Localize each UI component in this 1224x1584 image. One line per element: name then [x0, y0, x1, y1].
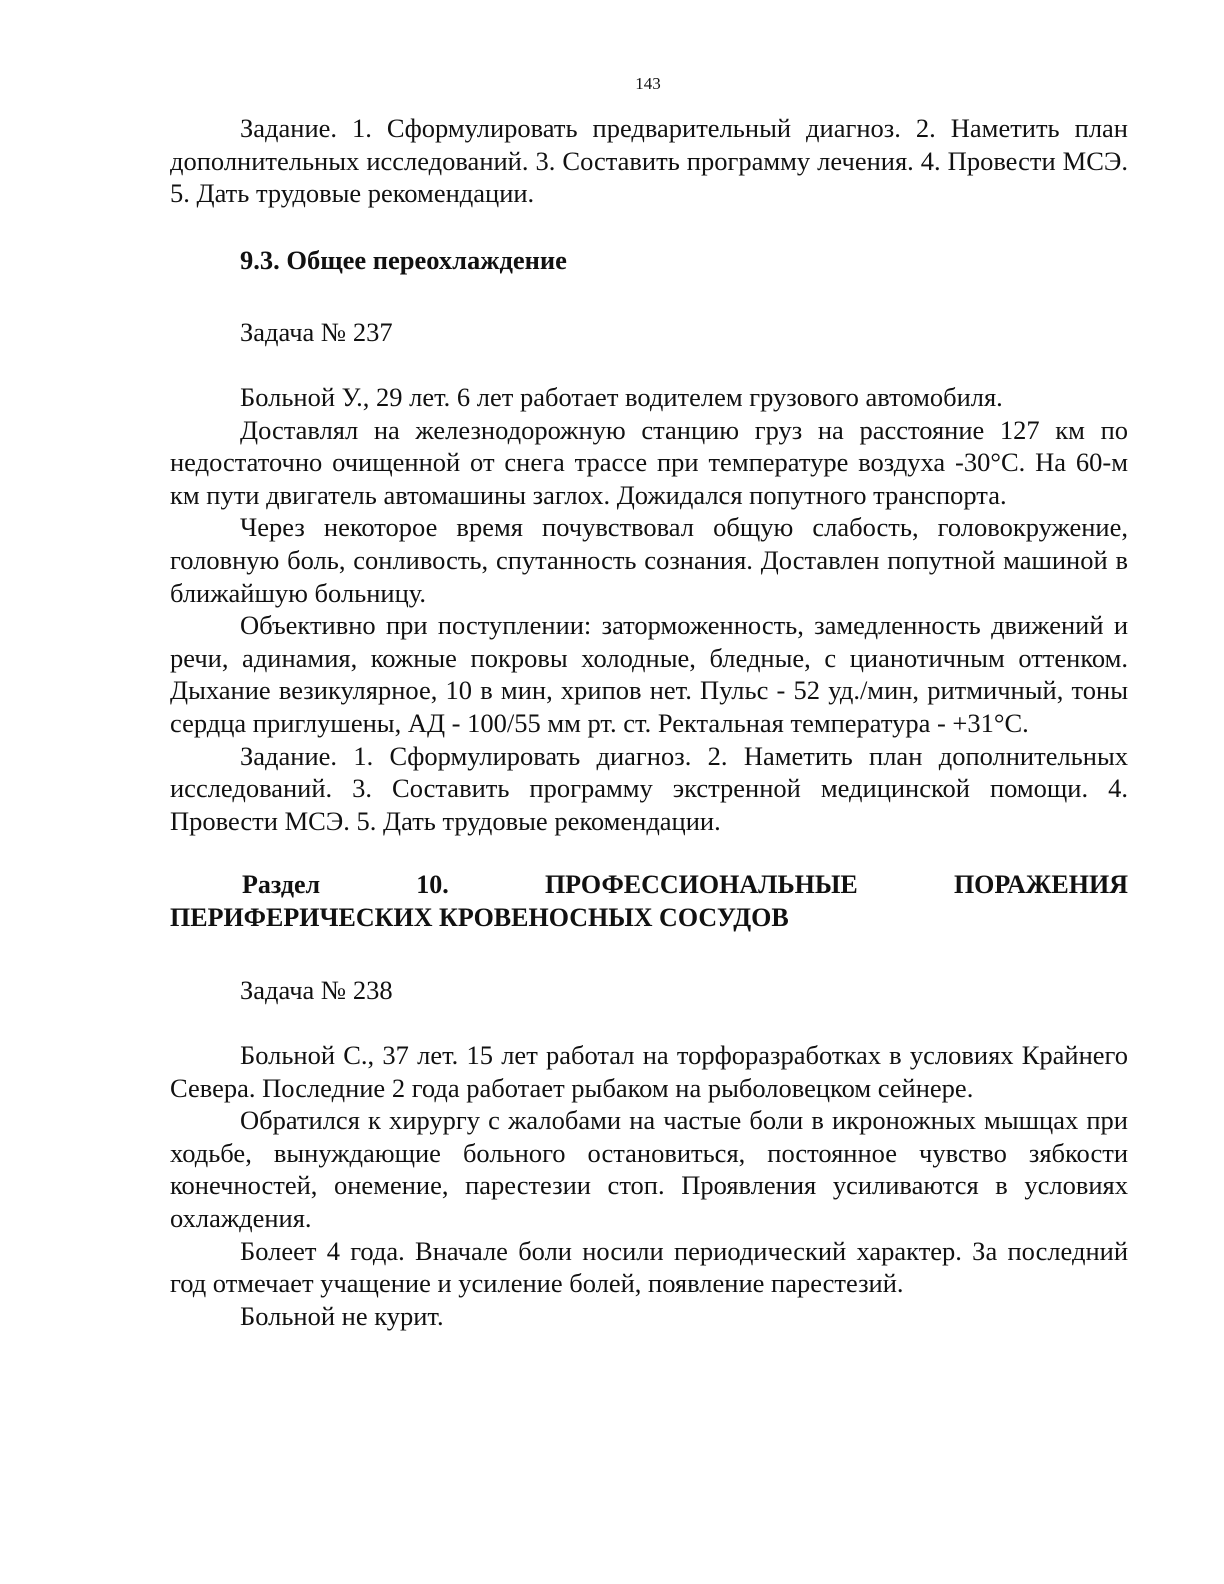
task-237-paragraph-1: Больной У., 29 лет. 6 лет работает водителем грузового автомобиля. [240, 381, 1003, 412]
task-237-paragraph-4: Объективно при поступлении: заторможенность, замедленность движений и речи, адинамия, кожные покровы холодные, бледные, с цианотичным оттенком. Дыхание везикулярное, 10 в мин, хрипов нет. Пульс - 52 уд./мин, ритмичный, тоны сердца приглушены, АД - 100/55 мм рт. ст. Ректальная температура - +31°С. [170, 610, 1128, 738]
task-238-paragraph-3: Болеет 4 года. Вначале боли носили периодический характер. За последний год отмечает учащение и усиление болей, появление парестезий. [170, 1235, 1128, 1299]
task-237-paragraph-3: Через некоторое время почувствовал общую слабость, головокружение, головную боль, сонливость, спутанность сознания. Доставлен попутной машиной в ближайшую больницу. [170, 512, 1128, 608]
section-10-heading-line-2: ПЕРИФЕРИЧЕСКИХ КРОВЕНОСНЫХ СОСУДОВ [170, 902, 789, 932]
section-heading-word: Раздел [242, 870, 321, 900]
task-237-title: Задача № 237 [240, 317, 393, 348]
section-heading-word: ПРОФЕССИОНАЛЬНЫЕ [544, 870, 858, 900]
task-238-paragraph-2: Обратился к хирургу с жалобами на частые боли в икроножных мышцах при ходьбе, вынуждающие больного остановиться, постоянное чувство зябкости конечностей, онемение, парестезии стоп. Проявления усиливаются в условиях охлаждения. [170, 1105, 1128, 1234]
section-10-heading-line-1 [170, 869, 1128, 902]
page-number: 143 [635, 74, 661, 93]
task-instructions-paragraph: Задание. 1. Сформулировать предварительный диагноз. 2. Наметить план дополнительных исследований. 3. Составить программу лечения. 4. Провести МСЭ. 5. Дать трудовые рекомендации. [170, 113, 1128, 209]
page-content [170, 112, 1128, 1332]
task-238-paragraph-4: Больной не курит. [240, 1300, 444, 1331]
task-237-paragraph-5: Задание. 1. Сформулировать диагноз. 2. Наметить план дополнительных исследований. 3. Составить программу экстренной медицинской помощи. 4. Провести МСЭ. 5. Дать трудовые рекомендации. [170, 740, 1128, 836]
section-heading-word: 10. [416, 870, 449, 900]
subsection-title: 9.3. Общее переохлаждение [240, 244, 567, 275]
task-238-paragraph-1: Больной С., 37 лет. 15 лет работал на торфоразработках в условиях Крайнего Севера. Последние 2 года работает рыбаком на рыболовецком сейнере. [170, 1040, 1128, 1103]
task-238-title: Задача № 238 [240, 975, 393, 1006]
section-heading-word: ПОРАЖЕНИЯ [953, 870, 1128, 900]
section-10-heading [170, 869, 1128, 934]
task-237-paragraph-2: Доставлял на железнодорожную станцию груз на расстояние 127 км по недостаточно очищенной от снега трассе при температуре воздуха -30°С. На 60-м км пути двигатель автомашины заглох. Дожидался попутного транспорта. [170, 414, 1128, 510]
